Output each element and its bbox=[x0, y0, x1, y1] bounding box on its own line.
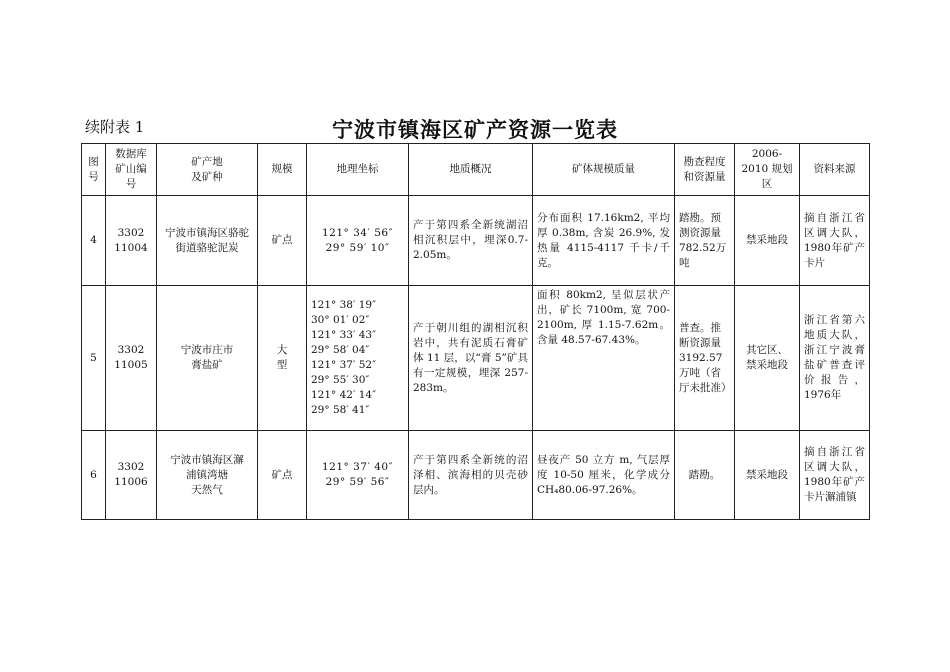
header-scale: 规模 bbox=[258, 144, 307, 196]
cell-quality: 分布面积 17.16km2, 平均厚 0.38m, 含炭 26.9%, 发热量 4115-4117 千卡/千克。 bbox=[533, 196, 675, 286]
header-location: 矿产地 及矿种 bbox=[157, 144, 258, 196]
header-survey: 勘查程度 和资源量 bbox=[675, 144, 735, 196]
header-source: 资料来源 bbox=[800, 144, 870, 196]
cell-survey: 普查。推断资源量3192.57万吨（省厅未批准） bbox=[675, 286, 735, 431]
coord-line: 121° 34′ 56″ bbox=[322, 226, 393, 239]
coord-line: 121° 42′ 14″ bbox=[311, 389, 376, 401]
cell-plan: 其它区、 禁采地段 bbox=[735, 286, 800, 431]
coord-line: 121° 37′ 52″ bbox=[311, 359, 376, 371]
cell-coords bbox=[307, 286, 409, 431]
header-db-code: 数据库 矿山编 号 bbox=[106, 144, 157, 196]
cell-scale: 矿点 bbox=[258, 196, 307, 286]
coord-line: 30° 01′ 02″ bbox=[311, 314, 370, 326]
coord-line: 29° 58′ 04″ bbox=[311, 344, 370, 356]
mineral-resources-table bbox=[81, 143, 870, 520]
table-caption: 续附表 1 bbox=[85, 118, 145, 136]
coord-line: 29° 59′ 10″ bbox=[325, 241, 390, 254]
cell-db-code: 3302 11004 bbox=[106, 196, 157, 286]
cell-map-no: 4 bbox=[82, 196, 106, 286]
cell-survey: 踏勘。 bbox=[675, 431, 735, 520]
header-row bbox=[82, 144, 870, 196]
cell-coords bbox=[307, 431, 409, 520]
header-plan: 2006- 2010 规划 区 bbox=[735, 144, 800, 196]
cell-location: 宁波市庄市 膏盐矿 bbox=[157, 286, 258, 431]
cell-scale: 大 型 bbox=[258, 286, 307, 431]
cell-quality: 面积 80km2, 呈似层状产出，矿长 7100m, 宽 700-2100m, 厚 1.15-7.62m。含量 48.57-67.43%。 bbox=[533, 286, 675, 431]
cell-survey: 踏勘。预测资源量782.52万吨 bbox=[675, 196, 735, 286]
cell-db-code: 3302 11005 bbox=[106, 286, 157, 431]
cell-source: 摘自浙江省区调大队，1980年矿产卡片澥浦镇 bbox=[800, 431, 870, 520]
cell-scale: 矿点 bbox=[258, 431, 307, 520]
cell-map-no: 5 bbox=[82, 286, 106, 431]
coord-line: 29° 58′ 41″ bbox=[311, 404, 370, 416]
page-title: 宁波市镇海区矿产资源一览表 bbox=[332, 117, 618, 142]
header-map-no: 图 号 bbox=[82, 144, 106, 196]
coord-line: 121° 37′ 40″ bbox=[322, 461, 393, 473]
table-row bbox=[82, 286, 870, 431]
cell-quality: 昼夜产 50 立方 m, 气层厚度 10-50 厘米，化学成分 CH₄80.06-97.26%。 bbox=[533, 431, 675, 520]
cell-db-code: 3302 11006 bbox=[106, 431, 157, 520]
cell-plan: 禁采地段 bbox=[735, 196, 800, 286]
table-row bbox=[82, 431, 870, 520]
cell-geology: 产于第四系全新统湖沼相沉积层中，埋深0.7-2.05m。 bbox=[409, 196, 533, 286]
table-row bbox=[82, 196, 870, 286]
cell-coords bbox=[307, 196, 409, 286]
cell-location: 宁波市镇海区骆驼街道骆驼泥炭 bbox=[157, 196, 258, 286]
header-geology: 地质概况 bbox=[409, 144, 533, 196]
cell-plan: 禁采地段 bbox=[735, 431, 800, 520]
cell-source: 浙江省第六地质大队，浙江宁波膏盐矿普查评价报告，1976年 bbox=[800, 286, 870, 431]
header-quality: 矿体规模质量 bbox=[533, 144, 675, 196]
cell-location: 宁波市镇海区澥 浦镇湾塘 天然气 bbox=[157, 431, 258, 520]
coord-line: 121° 38′ 19″ bbox=[311, 299, 376, 311]
coord-line: 121° 33′ 43″ bbox=[311, 329, 376, 341]
header-coords: 地理坐标 bbox=[307, 144, 409, 196]
cell-geology: 产于第四系全新统的沼泽相、滨海相的贝壳砂层内。 bbox=[409, 431, 533, 520]
cell-source: 摘自浙江省区调大队，1980年矿产卡片 bbox=[800, 196, 870, 286]
coord-line: 29° 59′ 56″ bbox=[325, 476, 390, 488]
cell-map-no: 6 bbox=[82, 431, 106, 520]
cell-geology: 产于朝川组的湖相沉积岩中，共有泥质石膏矿体 11 层，以“膏 5”矿具有一定规模，埋深 257-283m。 bbox=[409, 286, 533, 431]
coord-line: 29° 55′ 30″ bbox=[311, 374, 370, 386]
